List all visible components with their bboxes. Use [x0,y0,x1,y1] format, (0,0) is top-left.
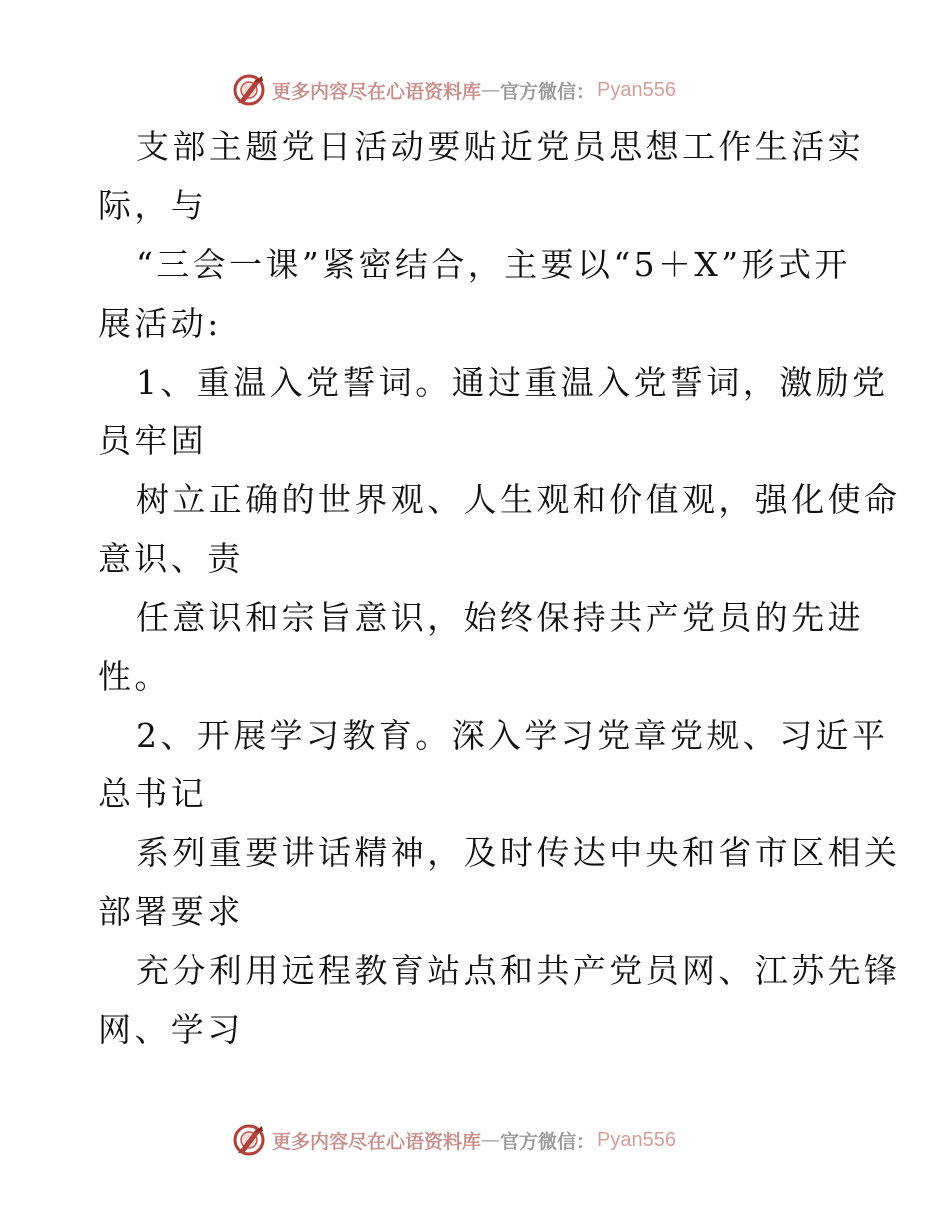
text-line: 充分利用远程教育站点和共产党员网、江苏先锋 [136,951,901,990]
text-line: 支部主题党日活动要贴近党员思想工作生活实 [136,127,864,166]
quill-logo-icon [232,1123,266,1157]
banner-dash: — [481,1129,501,1151]
text-line: 意识、责 [98,539,244,578]
text-line: 系列重要讲话精神，及时传达中央和省市区相关 [136,833,901,872]
banner-wechat-label: 官方微信： [500,1130,596,1153]
text-line: 网、学习 [98,1010,244,1049]
banner-main-text: 更多内容尽在心语资料库 [272,1130,482,1153]
text-line: 任意识和宗旨意识，始终保持共产党员的先进 [136,598,864,637]
banner-wechat-id: Pyan556 [597,78,676,101]
banner-wechat-id: Pyan556 [597,1128,676,1151]
text-line: 际，与 [98,186,208,225]
text-line: 性。 [98,657,171,696]
text-line: “三会一课”紧密结合，主要以“5＋X”形式开 [136,245,851,284]
banner-wechat-label: 官方微信： [500,80,596,103]
banner-main-text: 更多内容尽在心语资料库 [272,80,482,103]
banner-dash: — [481,79,501,101]
text-line: 员牢固 [98,421,208,460]
header-banner [232,72,676,108]
text-line: 部署要求 [98,892,244,931]
text-line: 2、开展学习教育。深入学习党章党规、习近平 [136,716,889,755]
text-line: 1、重温入党誓词。通过重温入党誓词，激励党 [136,363,889,402]
text-line: 总书记 [98,774,208,813]
footer-banner [232,1122,676,1158]
quill-logo-icon [232,73,266,107]
text-line: 树立正确的世界观、人生观和价值观，强化使命 [136,480,901,519]
text-line: 展活动: [98,304,222,343]
